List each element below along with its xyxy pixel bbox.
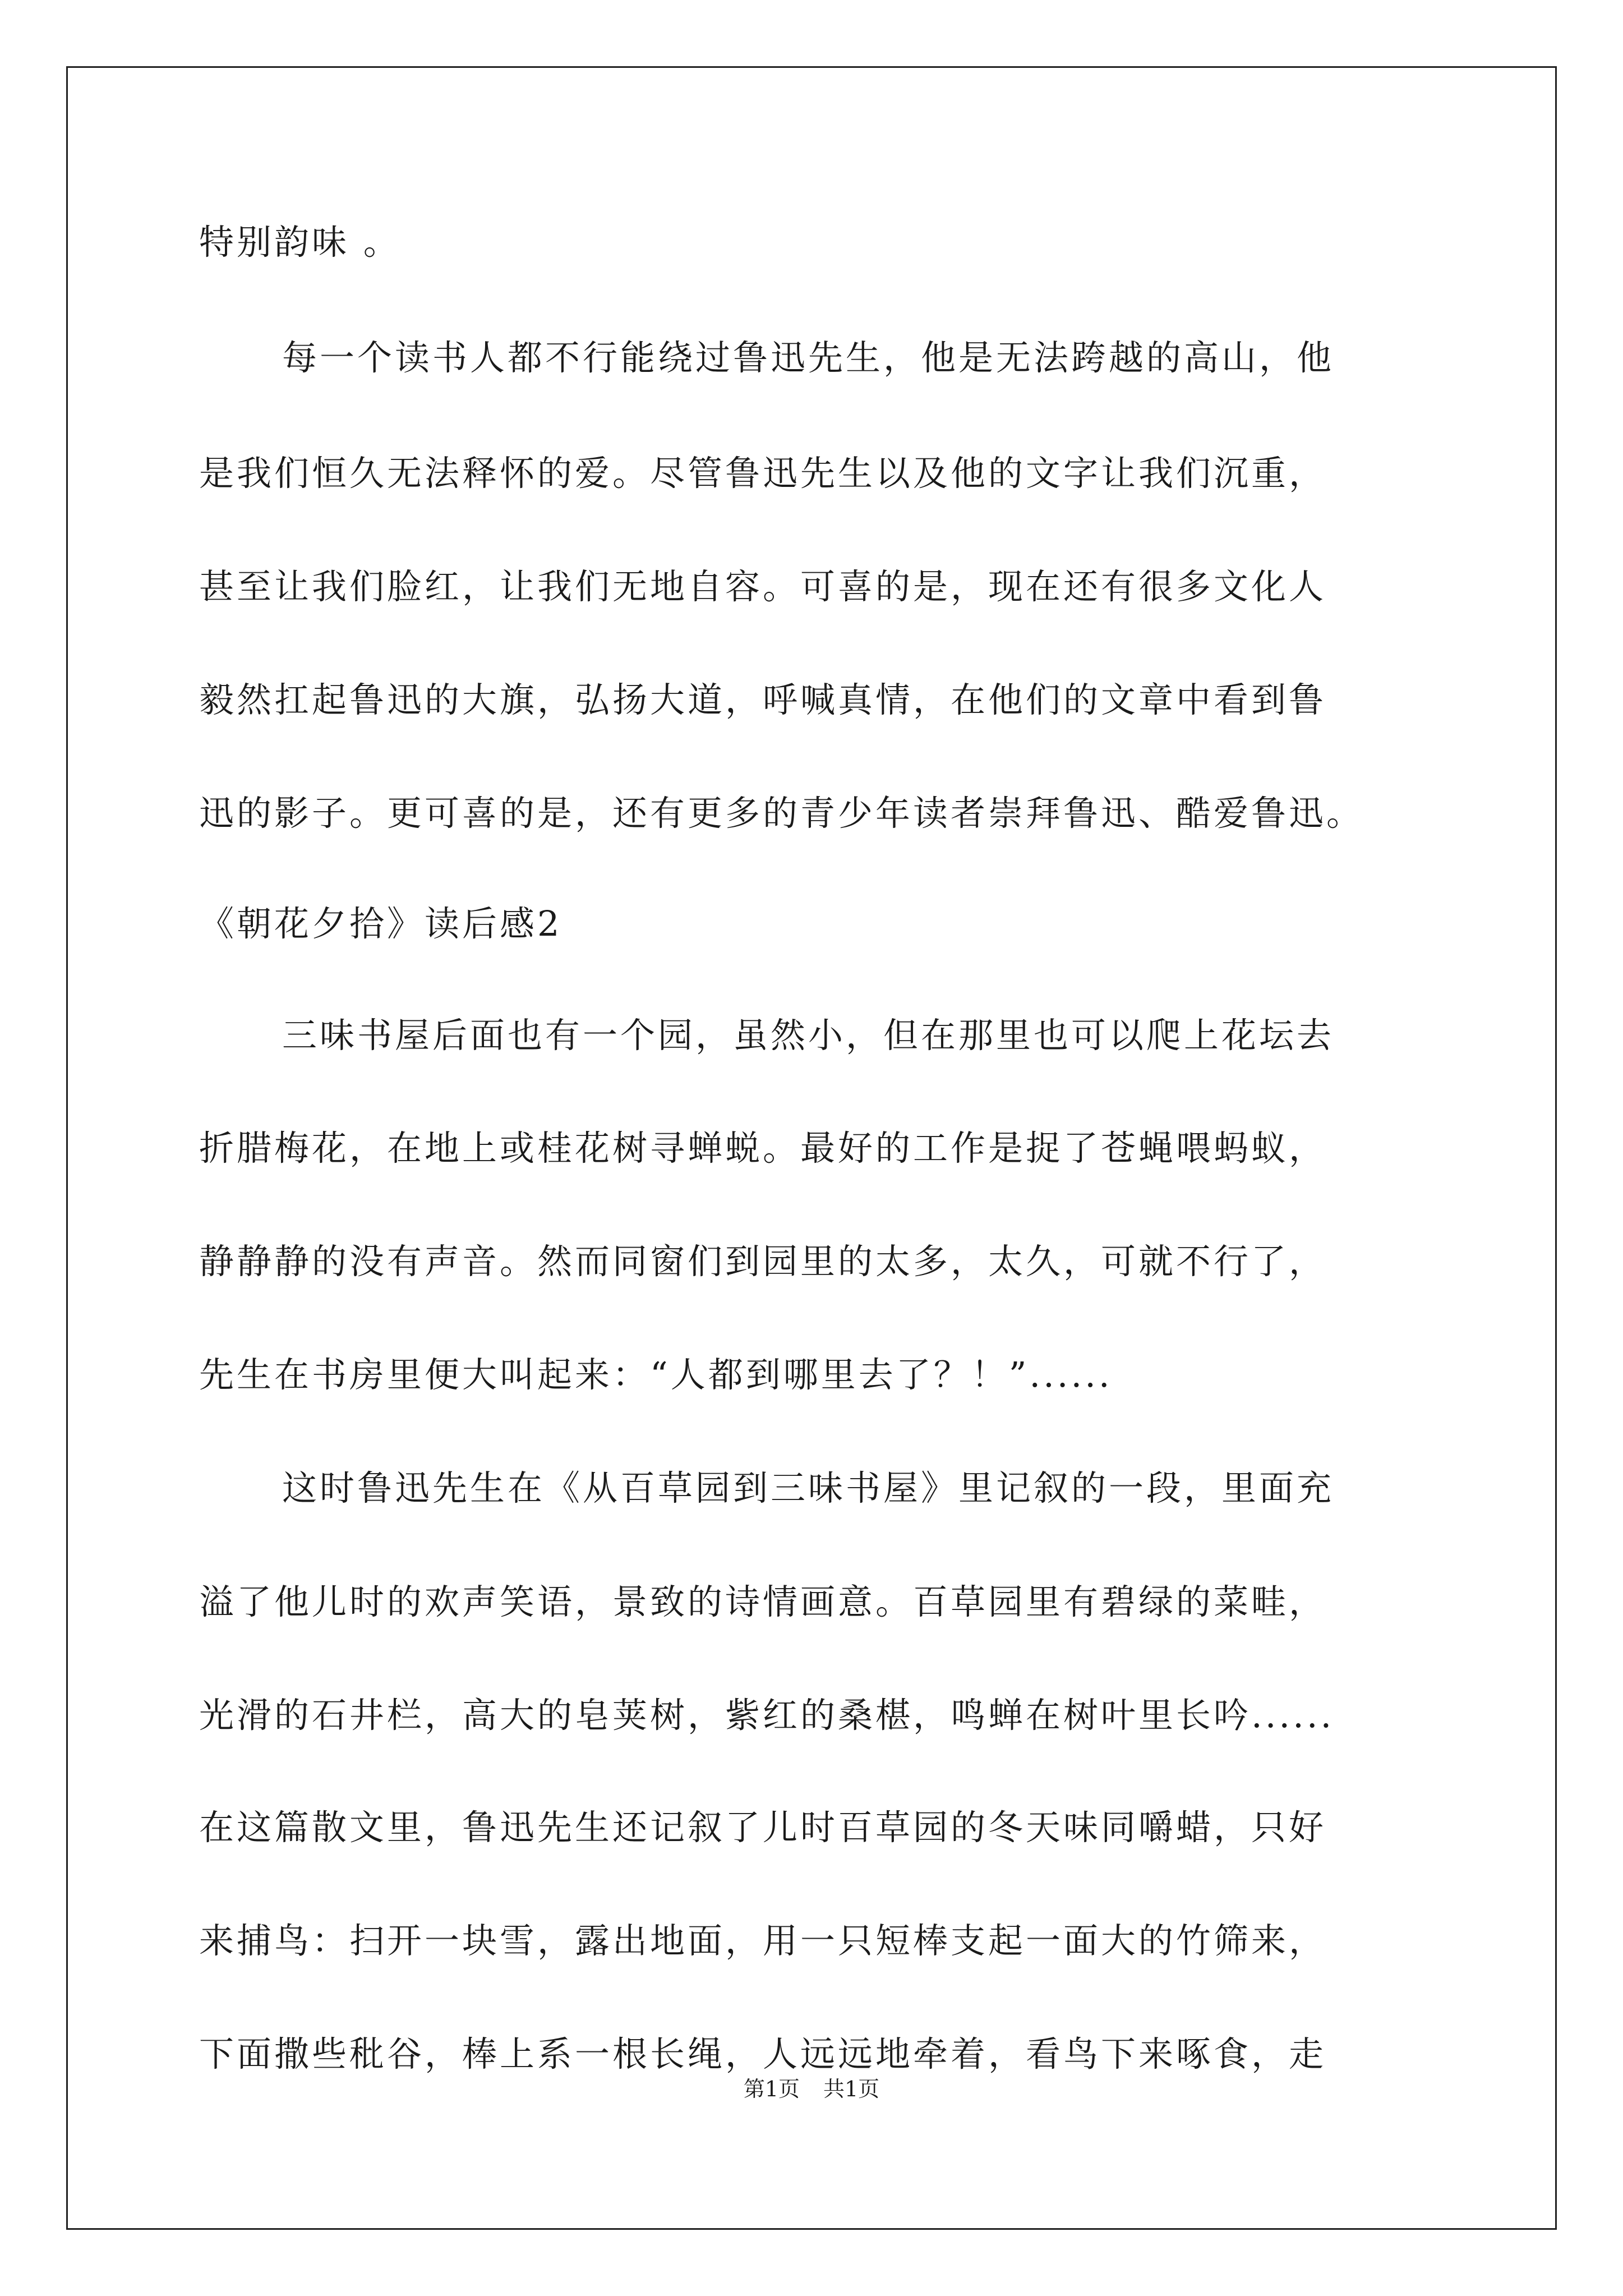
text-line-12: 这时鲁迅先生在《从百草园到三味书屋》里记叙的一段，里面充 xyxy=(282,1467,1335,1508)
text-line-13: 溢了他儿时的欢声笑语，景致的诗情画意。百草园里有碧绿的菜畦， xyxy=(199,1581,1327,1622)
text-line-6: 迅的影子。更可喜的是，还有更多的青少年读者崇拜鲁迅、酷爱鲁迅。 xyxy=(199,793,1364,834)
page-total: 共1页 xyxy=(823,2077,880,2101)
page-footer xyxy=(0,2076,1623,2102)
text-line-4: 甚至让我们脸红，让我们无地自容。可喜的是，现在还有很多文化人 xyxy=(199,566,1327,607)
text-line-3: 是我们恒久无法释怀的爱。尽管鲁迅先生以及他的文字让我们沉重， xyxy=(199,453,1327,494)
text-line-10: 静静静的没有声音。然而同窗们到园里的太多，太久，可就不行了， xyxy=(199,1241,1327,1282)
text-line-5: 毅然扛起鲁迅的大旗，弘扬大道，呼喊真情，在他们的文章中看到鲁 xyxy=(199,679,1327,720)
text-line-11: 先生在书房里便大叫起来：“人都到哪里去了？！”...... xyxy=(199,1354,1113,1395)
page-number: 第1页 xyxy=(743,2077,800,2101)
text-line-17: 下面撒些秕谷，棒上系一根长绳，人远远地牵着，看鸟下来啄食，走 xyxy=(199,2033,1327,2074)
text-line-1: 特别韵味 。 xyxy=(199,222,401,263)
text-line-9: 折腊梅花，在地上或桂花树寻蝉蜕。最好的工作是捉了苍蝇喂蚂蚁， xyxy=(199,1128,1327,1168)
text-line-15: 在这篇散文里，鲁迅先生还记叙了儿时百草园的冬天味同嚼蜡，只好 xyxy=(199,1807,1327,1848)
text-line-16: 来捕鸟：扫开一块雪，露出地面，用一只短棒支起一面大的竹筛来， xyxy=(199,1920,1327,1961)
text-line-8: 三味书屋后面也有一个园，虽然小，但在那里也可以爬上花坛去 xyxy=(282,1015,1335,1056)
section-heading: 《朝花夕拾》读后感2 xyxy=(199,903,562,944)
text-line-14: 光滑的石井栏，高大的皂荚树，紫红的桑椹，鸣蝉在树叶里长吟...... xyxy=(199,1695,1335,1736)
text-line-2: 每一个读书人都不行能绕过鲁迅先生，他是无法跨越的高山，他 xyxy=(282,337,1335,378)
